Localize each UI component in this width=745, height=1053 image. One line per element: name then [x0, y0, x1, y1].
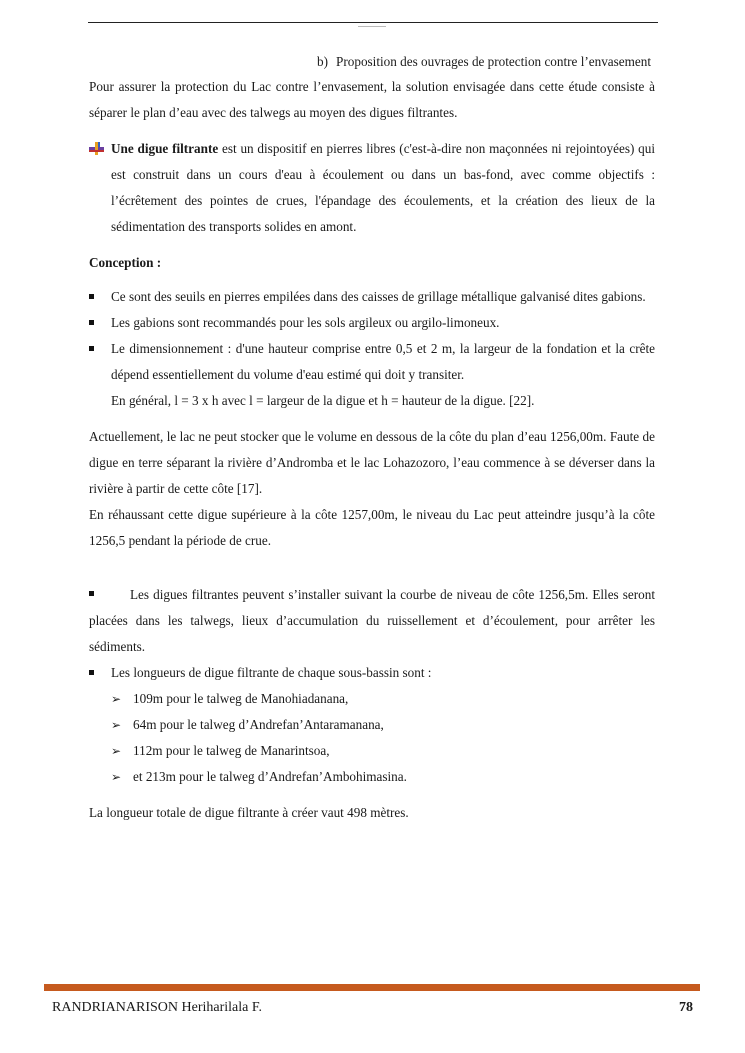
- lengths-sublist: [89, 686, 655, 790]
- formula-text: En général, l = 3 x h avec l = largeur de la digue et h = hauteur de la digue. [22].: [111, 393, 535, 408]
- list-item: [89, 712, 655, 738]
- arrow-bullet-icon: ➢: [111, 718, 122, 732]
- list-item-text: 109m pour le talweg de Manohiadanana,: [133, 691, 349, 706]
- total-paragraph: La longueur totale de digue filtrante à créer vaut 498 mètres.: [89, 805, 409, 820]
- paragraph-raising: En réhaussant cette digue supérieure à la côte 1257,00m, le niveau du Lac peut atteindre jusqu’à la côte 1256,5 pendant la période de crue.: [89, 507, 655, 548]
- list-item-text: 112m pour le talweg de Manarintsoa,: [133, 743, 330, 758]
- list-item-text: Les longueurs de digue filtrante de chaque sous-bassin sont :: [111, 665, 432, 680]
- plus-bullet-icon: [89, 142, 104, 155]
- footer-author: RANDRIANARISON Heriharilala F.: [52, 1000, 263, 1015]
- install-text: Les digues filtrantes peuvent s’installer suivant la courbe de niveau de côte 1256,5m. Elles seront placées dans les talwegs, lieux d’accumulation du ruissellement et d’écoulement, pour arrêter les sédiments.: [89, 587, 655, 654]
- definition-term: Une digue filtrante: [111, 141, 219, 156]
- list-item-text: et 213m pour le talweg d’Andrefan’Ambohimasina.: [133, 769, 407, 784]
- section-title: Proposition des ouvrages de protection contre l’envasement: [336, 54, 651, 69]
- list-item: [89, 310, 655, 336]
- page-number: 78: [679, 1000, 693, 1015]
- conception-list: [89, 284, 655, 414]
- list-item: [89, 660, 655, 686]
- paragraph-current-level: Actuellement, le lac ne peut stocker que le volume en dessous de la côte du plan d’eau 1256,00m. Faute de digue en terre séparant la rivière d’Andromba et le lac Lohazozoro, l’eau commence à se déverser dans la rivière à partir de cette côte [17].: [89, 429, 655, 496]
- header-tick: [358, 26, 386, 27]
- list-item: [89, 738, 655, 764]
- list-item: [89, 764, 655, 790]
- install-paragraph: [89, 582, 655, 660]
- header-rule: [88, 22, 658, 23]
- arrow-bullet-icon: ➢: [111, 770, 122, 784]
- square-bullet-icon: [89, 670, 94, 675]
- square-bullet-icon: [89, 320, 94, 325]
- square-bullet-icon: [89, 346, 94, 351]
- arrow-bullet-icon: ➢: [111, 692, 122, 706]
- list-item: [89, 686, 655, 712]
- intro-paragraph: Pour assurer la protection du Lac contre l’envasement, la solution envisagée dans cette étude consiste à séparer le plan d’eau avec des talwegs au moyen des digues filtrantes.: [89, 79, 655, 120]
- list-item: [89, 284, 655, 310]
- footer-bar: [44, 984, 700, 991]
- square-bullet-icon: [89, 591, 94, 596]
- section-heading: [89, 50, 655, 74]
- list-item-text: Ce sont des seuils en pierres empilées dans des caisses de grillage métallique galvanisé dites gabions.: [111, 289, 646, 304]
- page-content: [89, 50, 655, 836]
- arrow-bullet-icon: ➢: [111, 744, 122, 758]
- lengths-list: [89, 660, 655, 686]
- list-item-text: 64m pour le talweg d’Andrefan’Antaramanana,: [133, 717, 384, 732]
- section-marker: b): [317, 54, 329, 69]
- list-item-text: Les gabions sont recommandés pour les sols argileux ou argilo-limoneux.: [111, 315, 500, 330]
- definition-text: est un dispositif en pierres libres (c'est-à-dire non maçonnées ni rejointoyées) qui est construit dans un cours d'eau à écoulement ou dans un bas-fond, avec comme objectifs : l’écrêtement des pointes de crues, l'épandage des écoulements, et la création des lieux de la sédimentation des transports solides en amont.: [111, 141, 655, 234]
- list-item: [89, 336, 655, 414]
- list-item-text: Le dimensionnement : d'une hauteur comprise entre 0,5 et 2 m, la largeur de la fondation et la crête dépend essentiellement du volume d'eau estimé qui doit y transiter.: [111, 341, 655, 382]
- square-bullet-icon: [89, 294, 94, 299]
- conception-title: Conception :: [89, 255, 162, 270]
- definition-item: [89, 136, 655, 240]
